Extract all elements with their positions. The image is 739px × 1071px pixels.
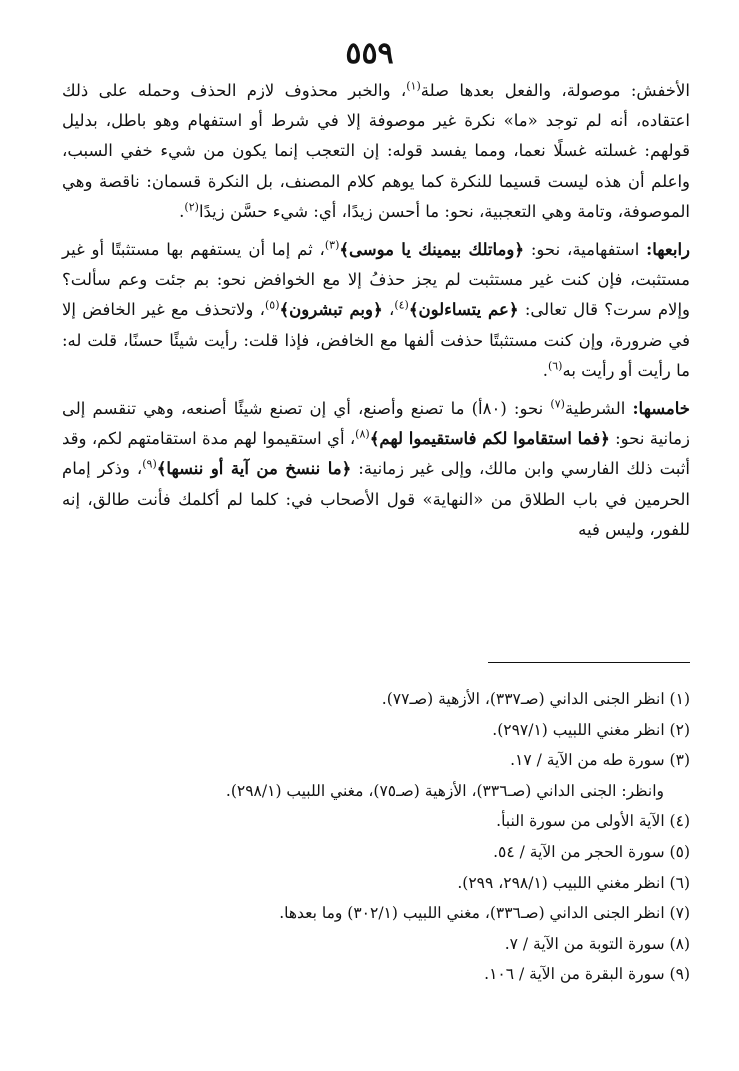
footnote: (٧) انظر الجنى الداني (صـ٣٣٦)، مغني اللبيب (٣٠٢/١) وما بعدها. (279, 904, 690, 923)
quran-quote: ﴿ما ننسخ من آية أو ننسها﴾ (156, 459, 352, 479)
text-segment: استفهامية، نحو: (524, 240, 647, 260)
section-lead: خامسها: (632, 399, 690, 419)
footnote: (٤) الآية الأولى من سورة النبأ. (496, 812, 690, 831)
footnote: (١) انظر الجنى الداني (صـ٣٣٧)، الأزهية (صـ٧٧). (381, 690, 690, 708)
footnote: (٨) سورة التوبة من الآية / ٧. (504, 934, 690, 953)
text-segment: . (542, 360, 548, 380)
footnote-ref: (٤) (394, 298, 409, 312)
quran-quote: ﴿فما استقاموا لكم فاستقيموا لهم﴾ (369, 429, 610, 449)
text-segment: ، ثم إما أن يستفهم بها مستثبتًا أو غير مستثبت، فإن كنت غير مستثبت لم يجز حذفُ إلا مع الخوافض نحو: بم جئت وعم سألت؟ وإلام سرت؟ قال تعالى: (62, 240, 691, 320)
footnote: وانظر: الجنى الداني (صـ٣٣٦)، الأزهية (صـ٧٥)، مغني اللبيب (٢٩٨/١). (225, 781, 664, 800)
footnotes (62, 684, 690, 990)
footnote-separator (488, 662, 690, 663)
footnote: (٣) سورة طه من الآية / ١٧. (510, 751, 690, 770)
footnote: (٩) سورة البقرة من الآية / ١٠٦. (484, 965, 690, 984)
footnote-ref: (٩) (142, 457, 157, 471)
paragraph (62, 76, 690, 227)
text-segment: الشرطية (564, 399, 633, 419)
footnote-ref: (٥) (264, 298, 280, 312)
footnote: (٥) سورة الحجر من الآية / ٥٤. (493, 842, 690, 861)
main-text (62, 76, 690, 545)
text-segment: الأخفش: موصولة، والفعل بعدها صلة (420, 81, 690, 100)
footnote-ref: (٧) (550, 397, 565, 411)
footnote: (٦) انظر مغني اللبيب (٢٩٨/١، ٢٩٩). (457, 873, 690, 892)
paragraph (62, 394, 690, 545)
footnote: (٢) انظر مغني اللبيب (٢٩٧/١). (492, 720, 690, 739)
paragraph (62, 235, 690, 386)
page-number: ٥٥٩ (345, 36, 394, 71)
footnote-ref: (١) (406, 79, 421, 93)
text-segment: . (179, 201, 185, 221)
text-segment: ، وذكر إمام الحرمين في باب الطلاق من «النهاية» قول الأصحاب في: كلما لم أكلمك فأنت طالق، إنه للفور، وليس فيه (62, 459, 690, 539)
quran-quote: ﴿عم يتساءلون﴾ (408, 300, 519, 320)
footnote-ref: (٢) (184, 200, 199, 214)
text-segment: ، والخبر محذوف لازم الحذف وحمله على ذلك اعتقاده، أنه لم توجد «ما» نكرة غير موصوفة إلا في شرط أو استفهام وهو باطل، بدليل قولهم: غسلته غسلًا نعما، ومما يفسد قوله: إن التعجب إنما يكون من شيء خفي السبب، واعلم أن هذه ليست قسيما للنكرة كما يوهم كلام المصنف، بل النكرة قسمان: ناقصة وهي الموصوفة، وتامة وهي التعجبية، نحو: ما أحسن زيدًا، أي: شيء حسَّن زيدًا (62, 81, 690, 221)
text-segment: ، ولاتحذف مع غير الخافض إلا في ضرورة، وإن كنت مستثبتًا حذفت ألفها مع الخافض، فإذا قلت: رأيت شيئًا حسنًا، قلت له: ما رأيت أو رأيت به (62, 300, 690, 380)
footnote-ref: (٣) (324, 238, 340, 252)
quran-quote: ﴿وبم تبشرون﴾ (279, 300, 383, 320)
text-segment: ، أي استقيموا لهم مدة استقامتهم لكم، وقد أثبت ذلك الفارسي وابن مالك، وإلى غير زمانية: (62, 429, 691, 479)
quran-quote: ﴿وماتلك بيمينك يا موسى﴾ (339, 240, 525, 260)
text-segment: نحو: (٨٠أ) ما تصنع وأصنع، أي إن تصنع شيئًا أصنعه، وهي تنقسم إلى زمانية نحو: (62, 399, 690, 449)
footnote-ref: (٦) (547, 359, 563, 373)
text-segment: ، (382, 300, 395, 320)
footnote-ref: (٨) (355, 427, 370, 441)
section-lead: رابعها: (646, 240, 690, 260)
